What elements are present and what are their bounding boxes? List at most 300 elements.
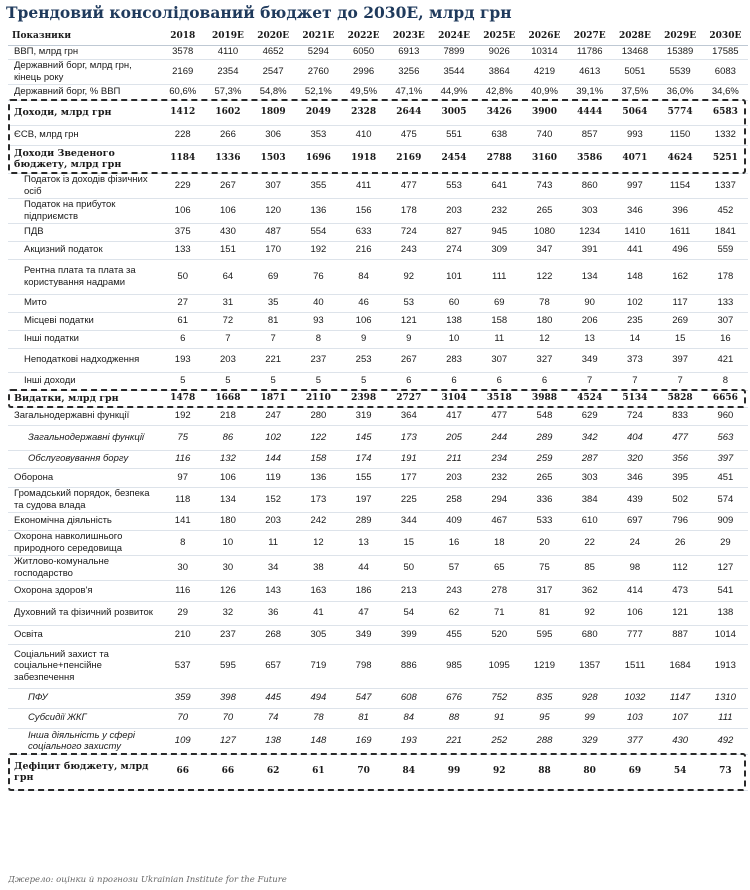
table-cell: 5 bbox=[251, 372, 296, 390]
table-cell: 887 bbox=[658, 625, 703, 644]
table-cell: 111 bbox=[477, 259, 522, 294]
table-cell: 430 bbox=[205, 223, 250, 241]
table-cell: 12 bbox=[296, 530, 341, 555]
table-cell: 32 bbox=[205, 601, 250, 625]
table-cell: 553 bbox=[431, 173, 476, 198]
table-cell: 98 bbox=[612, 555, 657, 580]
table-cell: 356 bbox=[658, 450, 703, 468]
table-cell: 2996 bbox=[341, 59, 386, 84]
table-cell: 638 bbox=[477, 125, 522, 145]
row-label: Соціальний захист та соціальне+пенсійне забезпечення bbox=[8, 644, 160, 688]
table-row bbox=[8, 555, 748, 580]
row-label: Житлово-комунальне господарство bbox=[8, 555, 160, 580]
table-cell: 118 bbox=[160, 487, 205, 512]
table-cell: 985 bbox=[431, 644, 476, 688]
table-cell: 359 bbox=[160, 688, 205, 708]
table-cell: 319 bbox=[341, 407, 386, 425]
table-cell: 211 bbox=[431, 450, 476, 468]
table-cell: 116 bbox=[160, 450, 205, 468]
table-cell: 8 bbox=[703, 372, 748, 390]
table-row bbox=[8, 125, 748, 145]
table-cell: 138 bbox=[703, 601, 748, 625]
table-cell: 364 bbox=[386, 407, 431, 425]
table-cell: 95 bbox=[522, 708, 567, 728]
table-cell: 477 bbox=[658, 425, 703, 450]
table-cell: 3160 bbox=[522, 145, 567, 173]
table-cell: 344 bbox=[386, 512, 431, 530]
table-cell: 477 bbox=[477, 407, 522, 425]
table-cell: 126 bbox=[205, 580, 250, 601]
table-cell: 6656 bbox=[703, 390, 748, 407]
table-cell: 336 bbox=[522, 487, 567, 512]
table-cell: 1184 bbox=[160, 145, 205, 173]
table-cell: 724 bbox=[612, 407, 657, 425]
table-cell: 221 bbox=[431, 728, 476, 754]
table-cell: 3578 bbox=[160, 45, 205, 59]
table-cell: 15 bbox=[658, 330, 703, 348]
header-year: 2026E bbox=[522, 28, 567, 45]
table-cell: 170 bbox=[251, 241, 296, 259]
table-cell: 54,8% bbox=[251, 84, 296, 100]
table-cell: 4652 bbox=[251, 45, 296, 59]
table-cell: 92 bbox=[477, 754, 522, 790]
table-cell: 155 bbox=[341, 468, 386, 487]
table-cell: 477 bbox=[386, 173, 431, 198]
table-cell: 229 bbox=[160, 173, 205, 198]
header-indicators: Показники bbox=[8, 28, 160, 45]
table-cell: 7 bbox=[251, 330, 296, 348]
table-cell: 138 bbox=[431, 312, 476, 330]
table-cell: 1150 bbox=[658, 125, 703, 145]
table-cell: 3005 bbox=[431, 100, 476, 125]
table-cell: 7899 bbox=[431, 45, 476, 59]
table-cell: 174 bbox=[341, 450, 386, 468]
table-cell: 2110 bbox=[296, 390, 341, 407]
table-cell: 1219 bbox=[522, 644, 567, 688]
table-cell: 7 bbox=[205, 330, 250, 348]
table-cell: 4110 bbox=[205, 45, 250, 59]
table-cell: 1511 bbox=[612, 644, 657, 688]
table-body bbox=[8, 45, 748, 790]
table-cell: 641 bbox=[477, 173, 522, 198]
table-cell: 548 bbox=[522, 407, 567, 425]
table-cell: 909 bbox=[703, 512, 748, 530]
table-cell: 3544 bbox=[431, 59, 476, 84]
table-cell: 66 bbox=[160, 754, 205, 790]
table-cell: 243 bbox=[386, 241, 431, 259]
table-cell: 777 bbox=[612, 625, 657, 644]
table-cell: 6 bbox=[386, 372, 431, 390]
table-cell: 81 bbox=[522, 601, 567, 625]
table-cell: 398 bbox=[205, 688, 250, 708]
table-cell: 1602 bbox=[205, 100, 250, 125]
table-cell: 3104 bbox=[431, 390, 476, 407]
table-cell: 158 bbox=[296, 450, 341, 468]
table-cell: 27 bbox=[160, 294, 205, 312]
table-cell: 90 bbox=[567, 294, 612, 312]
table-cell: 70 bbox=[341, 754, 386, 790]
table-cell: 42,8% bbox=[477, 84, 522, 100]
table-cell: 547 bbox=[341, 688, 386, 708]
table-cell: 86 bbox=[205, 425, 250, 450]
table-cell: 6050 bbox=[341, 45, 386, 59]
table-cell: 49,5% bbox=[341, 84, 386, 100]
table-cell: 327 bbox=[522, 348, 567, 372]
table-cell: 84 bbox=[386, 754, 431, 790]
table-cell: 1410 bbox=[612, 223, 657, 241]
table-cell: 47 bbox=[341, 601, 386, 625]
table-cell: 5064 bbox=[612, 100, 657, 125]
table-cell: 93 bbox=[296, 312, 341, 330]
table-cell: 192 bbox=[296, 241, 341, 259]
row-label: Доходи, млрд грн bbox=[8, 100, 160, 125]
row-label: Охорона здоров'я bbox=[8, 580, 160, 601]
table-cell: 554 bbox=[296, 223, 341, 241]
table-cell: 74 bbox=[251, 708, 296, 728]
header-year: 2019E bbox=[205, 28, 250, 45]
table-cell: 14 bbox=[612, 330, 657, 348]
table-row bbox=[8, 644, 748, 688]
table-cell: 3586 bbox=[567, 145, 612, 173]
table-cell: 551 bbox=[431, 125, 476, 145]
table-cell: 520 bbox=[477, 625, 522, 644]
table-cell: 411 bbox=[341, 173, 386, 198]
table-cell: 559 bbox=[703, 241, 748, 259]
table-cell: 475 bbox=[386, 125, 431, 145]
table-cell: 306 bbox=[251, 125, 296, 145]
table-row bbox=[8, 45, 748, 59]
table-cell: 36 bbox=[251, 601, 296, 625]
table-cell: 80 bbox=[567, 754, 612, 790]
table-cell: 22 bbox=[567, 530, 612, 555]
table-cell: 158 bbox=[477, 312, 522, 330]
table-cell: 5 bbox=[296, 372, 341, 390]
table-cell: 26 bbox=[658, 530, 703, 555]
table-cell: 232 bbox=[477, 468, 522, 487]
table-cell: 7 bbox=[612, 372, 657, 390]
table-cell: 473 bbox=[658, 580, 703, 601]
table-cell: 740 bbox=[522, 125, 567, 145]
table-cell: 2354 bbox=[205, 59, 250, 84]
table-cell: 886 bbox=[386, 644, 431, 688]
table-cell: 218 bbox=[205, 407, 250, 425]
table-cell: 122 bbox=[522, 259, 567, 294]
table-cell: 6583 bbox=[703, 100, 748, 125]
table-cell: 11 bbox=[477, 330, 522, 348]
table-cell: 2169 bbox=[386, 145, 431, 173]
table-cell: 78 bbox=[296, 708, 341, 728]
table-cell: 274 bbox=[431, 241, 476, 259]
table-cell: 5 bbox=[160, 372, 205, 390]
table-cell: 346 bbox=[612, 468, 657, 487]
table-cell: 151 bbox=[205, 241, 250, 259]
header-year: 2024E bbox=[431, 28, 476, 45]
table-cell: 1841 bbox=[703, 223, 748, 241]
table-cell: 203 bbox=[205, 348, 250, 372]
table-cell: 81 bbox=[251, 312, 296, 330]
table-cell: 247 bbox=[251, 407, 296, 425]
table-cell: 10 bbox=[431, 330, 476, 348]
table-cell: 467 bbox=[477, 512, 522, 530]
table-cell: 46 bbox=[341, 294, 386, 312]
table-cell: 216 bbox=[341, 241, 386, 259]
table-cell: 61 bbox=[296, 754, 341, 790]
table-cell: 39,1% bbox=[567, 84, 612, 100]
table-cell: 99 bbox=[567, 708, 612, 728]
table-row bbox=[8, 580, 748, 601]
row-label: Місцеві податки bbox=[8, 312, 160, 330]
table-cell: 4071 bbox=[612, 145, 657, 173]
table-cell: 203 bbox=[431, 468, 476, 487]
table-cell: 20 bbox=[522, 530, 567, 555]
table-cell: 34 bbox=[251, 555, 296, 580]
table-cell: 88 bbox=[522, 754, 567, 790]
table-row bbox=[8, 688, 748, 708]
row-label: Дефіцит бюджету, млрд грн bbox=[8, 754, 160, 790]
table-cell: 6083 bbox=[703, 59, 748, 84]
table-cell: 487 bbox=[251, 223, 296, 241]
table-cell: 997 bbox=[612, 173, 657, 198]
table-cell: 70 bbox=[205, 708, 250, 728]
table-cell: 47,1% bbox=[386, 84, 431, 100]
table-cell: 410 bbox=[341, 125, 386, 145]
table-row bbox=[8, 59, 748, 84]
row-label: Державний борг, млрд грн, кінець року bbox=[8, 59, 160, 84]
table-cell: 152 bbox=[251, 487, 296, 512]
table-cell: 320 bbox=[612, 450, 657, 468]
table-cell: 610 bbox=[567, 512, 612, 530]
row-label: Економічна діяльність bbox=[8, 512, 160, 530]
table-cell: 10314 bbox=[522, 45, 567, 59]
table-cell: 138 bbox=[251, 728, 296, 754]
table-cell: 267 bbox=[205, 173, 250, 198]
table-cell: 827 bbox=[431, 223, 476, 241]
table-row bbox=[8, 330, 748, 348]
table-cell: 1809 bbox=[251, 100, 296, 125]
table-cell: 595 bbox=[205, 644, 250, 688]
table-cell: 62 bbox=[431, 601, 476, 625]
table-cell: 608 bbox=[386, 688, 431, 708]
table-cell: 162 bbox=[658, 259, 703, 294]
row-label: Інші доходи bbox=[8, 372, 160, 390]
table-cell: 121 bbox=[386, 312, 431, 330]
table-cell: 537 bbox=[160, 644, 205, 688]
table-cell: 6913 bbox=[386, 45, 431, 59]
table-cell: 303 bbox=[567, 468, 612, 487]
table-cell: 541 bbox=[703, 580, 748, 601]
row-label: Оборона bbox=[8, 468, 160, 487]
table-cell: 362 bbox=[567, 580, 612, 601]
table-cell: 173 bbox=[386, 425, 431, 450]
table-cell: 70 bbox=[160, 708, 205, 728]
row-label: Інша діяльність у сфері соціального захисту bbox=[8, 728, 160, 754]
table-cell: 210 bbox=[160, 625, 205, 644]
table-cell: 347 bbox=[522, 241, 567, 259]
table-row bbox=[8, 728, 748, 754]
table-cell: 234 bbox=[477, 450, 522, 468]
header-year: 2023E bbox=[386, 28, 431, 45]
table-cell: 30 bbox=[160, 555, 205, 580]
table-cell: 252 bbox=[477, 728, 522, 754]
table-cell: 64 bbox=[205, 259, 250, 294]
table-cell: 1918 bbox=[341, 145, 386, 173]
table-cell: 289 bbox=[341, 512, 386, 530]
table-cell: 203 bbox=[251, 512, 296, 530]
table-cell: 29 bbox=[703, 530, 748, 555]
table-cell: 5251 bbox=[703, 145, 748, 173]
table-cell: 134 bbox=[567, 259, 612, 294]
row-label: ПДВ bbox=[8, 223, 160, 241]
table-cell: 180 bbox=[205, 512, 250, 530]
table-cell: 439 bbox=[612, 487, 657, 512]
table-cell: 117 bbox=[658, 294, 703, 312]
table-cell: 278 bbox=[477, 580, 522, 601]
table-cell: 451 bbox=[703, 468, 748, 487]
row-label: Духовний та фізичний розвиток bbox=[8, 601, 160, 625]
table-cell: 455 bbox=[431, 625, 476, 644]
table-cell: 6 bbox=[477, 372, 522, 390]
table-cell: 574 bbox=[703, 487, 748, 512]
table-cell: 377 bbox=[612, 728, 657, 754]
table-cell: 103 bbox=[612, 708, 657, 728]
table-cell: 225 bbox=[386, 487, 431, 512]
table-cell: 307 bbox=[703, 312, 748, 330]
table-cell: 384 bbox=[567, 487, 612, 512]
table-cell: 57,3% bbox=[205, 84, 250, 100]
table-cell: 2328 bbox=[341, 100, 386, 125]
table-cell: 193 bbox=[160, 348, 205, 372]
table-cell: 1611 bbox=[658, 223, 703, 241]
table-cell: 13 bbox=[341, 530, 386, 555]
table-cell: 2049 bbox=[296, 100, 341, 125]
table-cell: 6 bbox=[160, 330, 205, 348]
table-cell: 2760 bbox=[296, 59, 341, 84]
table-cell: 2547 bbox=[251, 59, 296, 84]
table-cell: 697 bbox=[612, 512, 657, 530]
table-cell: 280 bbox=[296, 407, 341, 425]
table-cell: 5294 bbox=[296, 45, 341, 59]
table-cell: 213 bbox=[386, 580, 431, 601]
table-cell: 106 bbox=[205, 468, 250, 487]
table-cell: 232 bbox=[477, 198, 522, 223]
table-row bbox=[8, 754, 748, 790]
table-cell: 35 bbox=[251, 294, 296, 312]
table-cell: 5134 bbox=[612, 390, 657, 407]
table-cell: 5539 bbox=[658, 59, 703, 84]
table-cell: 502 bbox=[658, 487, 703, 512]
table-cell: 109 bbox=[160, 728, 205, 754]
header-year: 2029E bbox=[658, 28, 703, 45]
table-cell: 1336 bbox=[205, 145, 250, 173]
row-label: ПФУ bbox=[8, 688, 160, 708]
table-cell: 62 bbox=[251, 754, 296, 790]
table-cell: 101 bbox=[431, 259, 476, 294]
table-row bbox=[8, 223, 748, 241]
table-row bbox=[8, 390, 748, 407]
table-cell: 1095 bbox=[477, 644, 522, 688]
table-cell: 1696 bbox=[296, 145, 341, 173]
table-cell: 430 bbox=[658, 728, 703, 754]
table-cell: 244 bbox=[477, 425, 522, 450]
table-cell: 91 bbox=[477, 708, 522, 728]
table-cell: 61 bbox=[160, 312, 205, 330]
table-cell: 72 bbox=[205, 312, 250, 330]
table-cell: 6 bbox=[431, 372, 476, 390]
table-cell: 3518 bbox=[477, 390, 522, 407]
table-cell: 186 bbox=[341, 580, 386, 601]
table-cell: 84 bbox=[386, 708, 431, 728]
table-cell: 50 bbox=[386, 555, 431, 580]
row-label: Неподаткові надходження bbox=[8, 348, 160, 372]
table-cell: 8 bbox=[160, 530, 205, 555]
table-cell: 120 bbox=[251, 198, 296, 223]
table-cell: 288 bbox=[522, 728, 567, 754]
row-label: ЄСВ, млрд грн bbox=[8, 125, 160, 145]
table-cell: 206 bbox=[567, 312, 612, 330]
table-cell: 857 bbox=[567, 125, 612, 145]
table-cell: 24 bbox=[612, 530, 657, 555]
table-cell: 178 bbox=[386, 198, 431, 223]
table-cell: 69 bbox=[612, 754, 657, 790]
table-cell: 375 bbox=[160, 223, 205, 241]
table-cell: 1503 bbox=[251, 145, 296, 173]
table-cell: 265 bbox=[522, 198, 567, 223]
table-cell: 106 bbox=[205, 198, 250, 223]
table-cell: 197 bbox=[341, 487, 386, 512]
table-row bbox=[8, 512, 748, 530]
table-cell: 269 bbox=[658, 312, 703, 330]
table-cell: 267 bbox=[386, 348, 431, 372]
table-cell: 92 bbox=[386, 259, 431, 294]
table-cell: 4524 bbox=[567, 390, 612, 407]
table-cell: 960 bbox=[703, 407, 748, 425]
table-cell: 2788 bbox=[477, 145, 522, 173]
table-cell: 228 bbox=[160, 125, 205, 145]
table-row bbox=[8, 348, 748, 372]
table-cell: 73 bbox=[703, 754, 748, 790]
table-cell: 34,6% bbox=[703, 84, 748, 100]
table-cell: 1154 bbox=[658, 173, 703, 198]
table-cell: 30 bbox=[205, 555, 250, 580]
table-row bbox=[8, 259, 748, 294]
table-cell: 1871 bbox=[251, 390, 296, 407]
table-cell: 132 bbox=[205, 450, 250, 468]
table-row bbox=[8, 425, 748, 450]
table-cell: 533 bbox=[522, 512, 567, 530]
table-cell: 266 bbox=[205, 125, 250, 145]
table-cell: 7 bbox=[567, 372, 612, 390]
table-row bbox=[8, 601, 748, 625]
table-cell: 421 bbox=[703, 348, 748, 372]
table-cell: 40 bbox=[296, 294, 341, 312]
table-cell: 106 bbox=[341, 312, 386, 330]
table-cell: 6 bbox=[522, 372, 567, 390]
table-cell: 494 bbox=[296, 688, 341, 708]
table-row bbox=[8, 100, 748, 125]
table-cell: 37,5% bbox=[612, 84, 657, 100]
table-cell: 57 bbox=[431, 555, 476, 580]
table-cell: 5828 bbox=[658, 390, 703, 407]
table-cell: 97 bbox=[160, 468, 205, 487]
row-label: Видатки, млрд грн bbox=[8, 390, 160, 407]
table-cell: 397 bbox=[658, 348, 703, 372]
table-cell: 134 bbox=[205, 487, 250, 512]
table-cell: 719 bbox=[296, 644, 341, 688]
header-year: 2030E bbox=[703, 28, 748, 45]
row-label: Доходи Зведеного бюджету, млрд грн bbox=[8, 145, 160, 173]
table-cell: 492 bbox=[703, 728, 748, 754]
table-row bbox=[8, 145, 748, 173]
